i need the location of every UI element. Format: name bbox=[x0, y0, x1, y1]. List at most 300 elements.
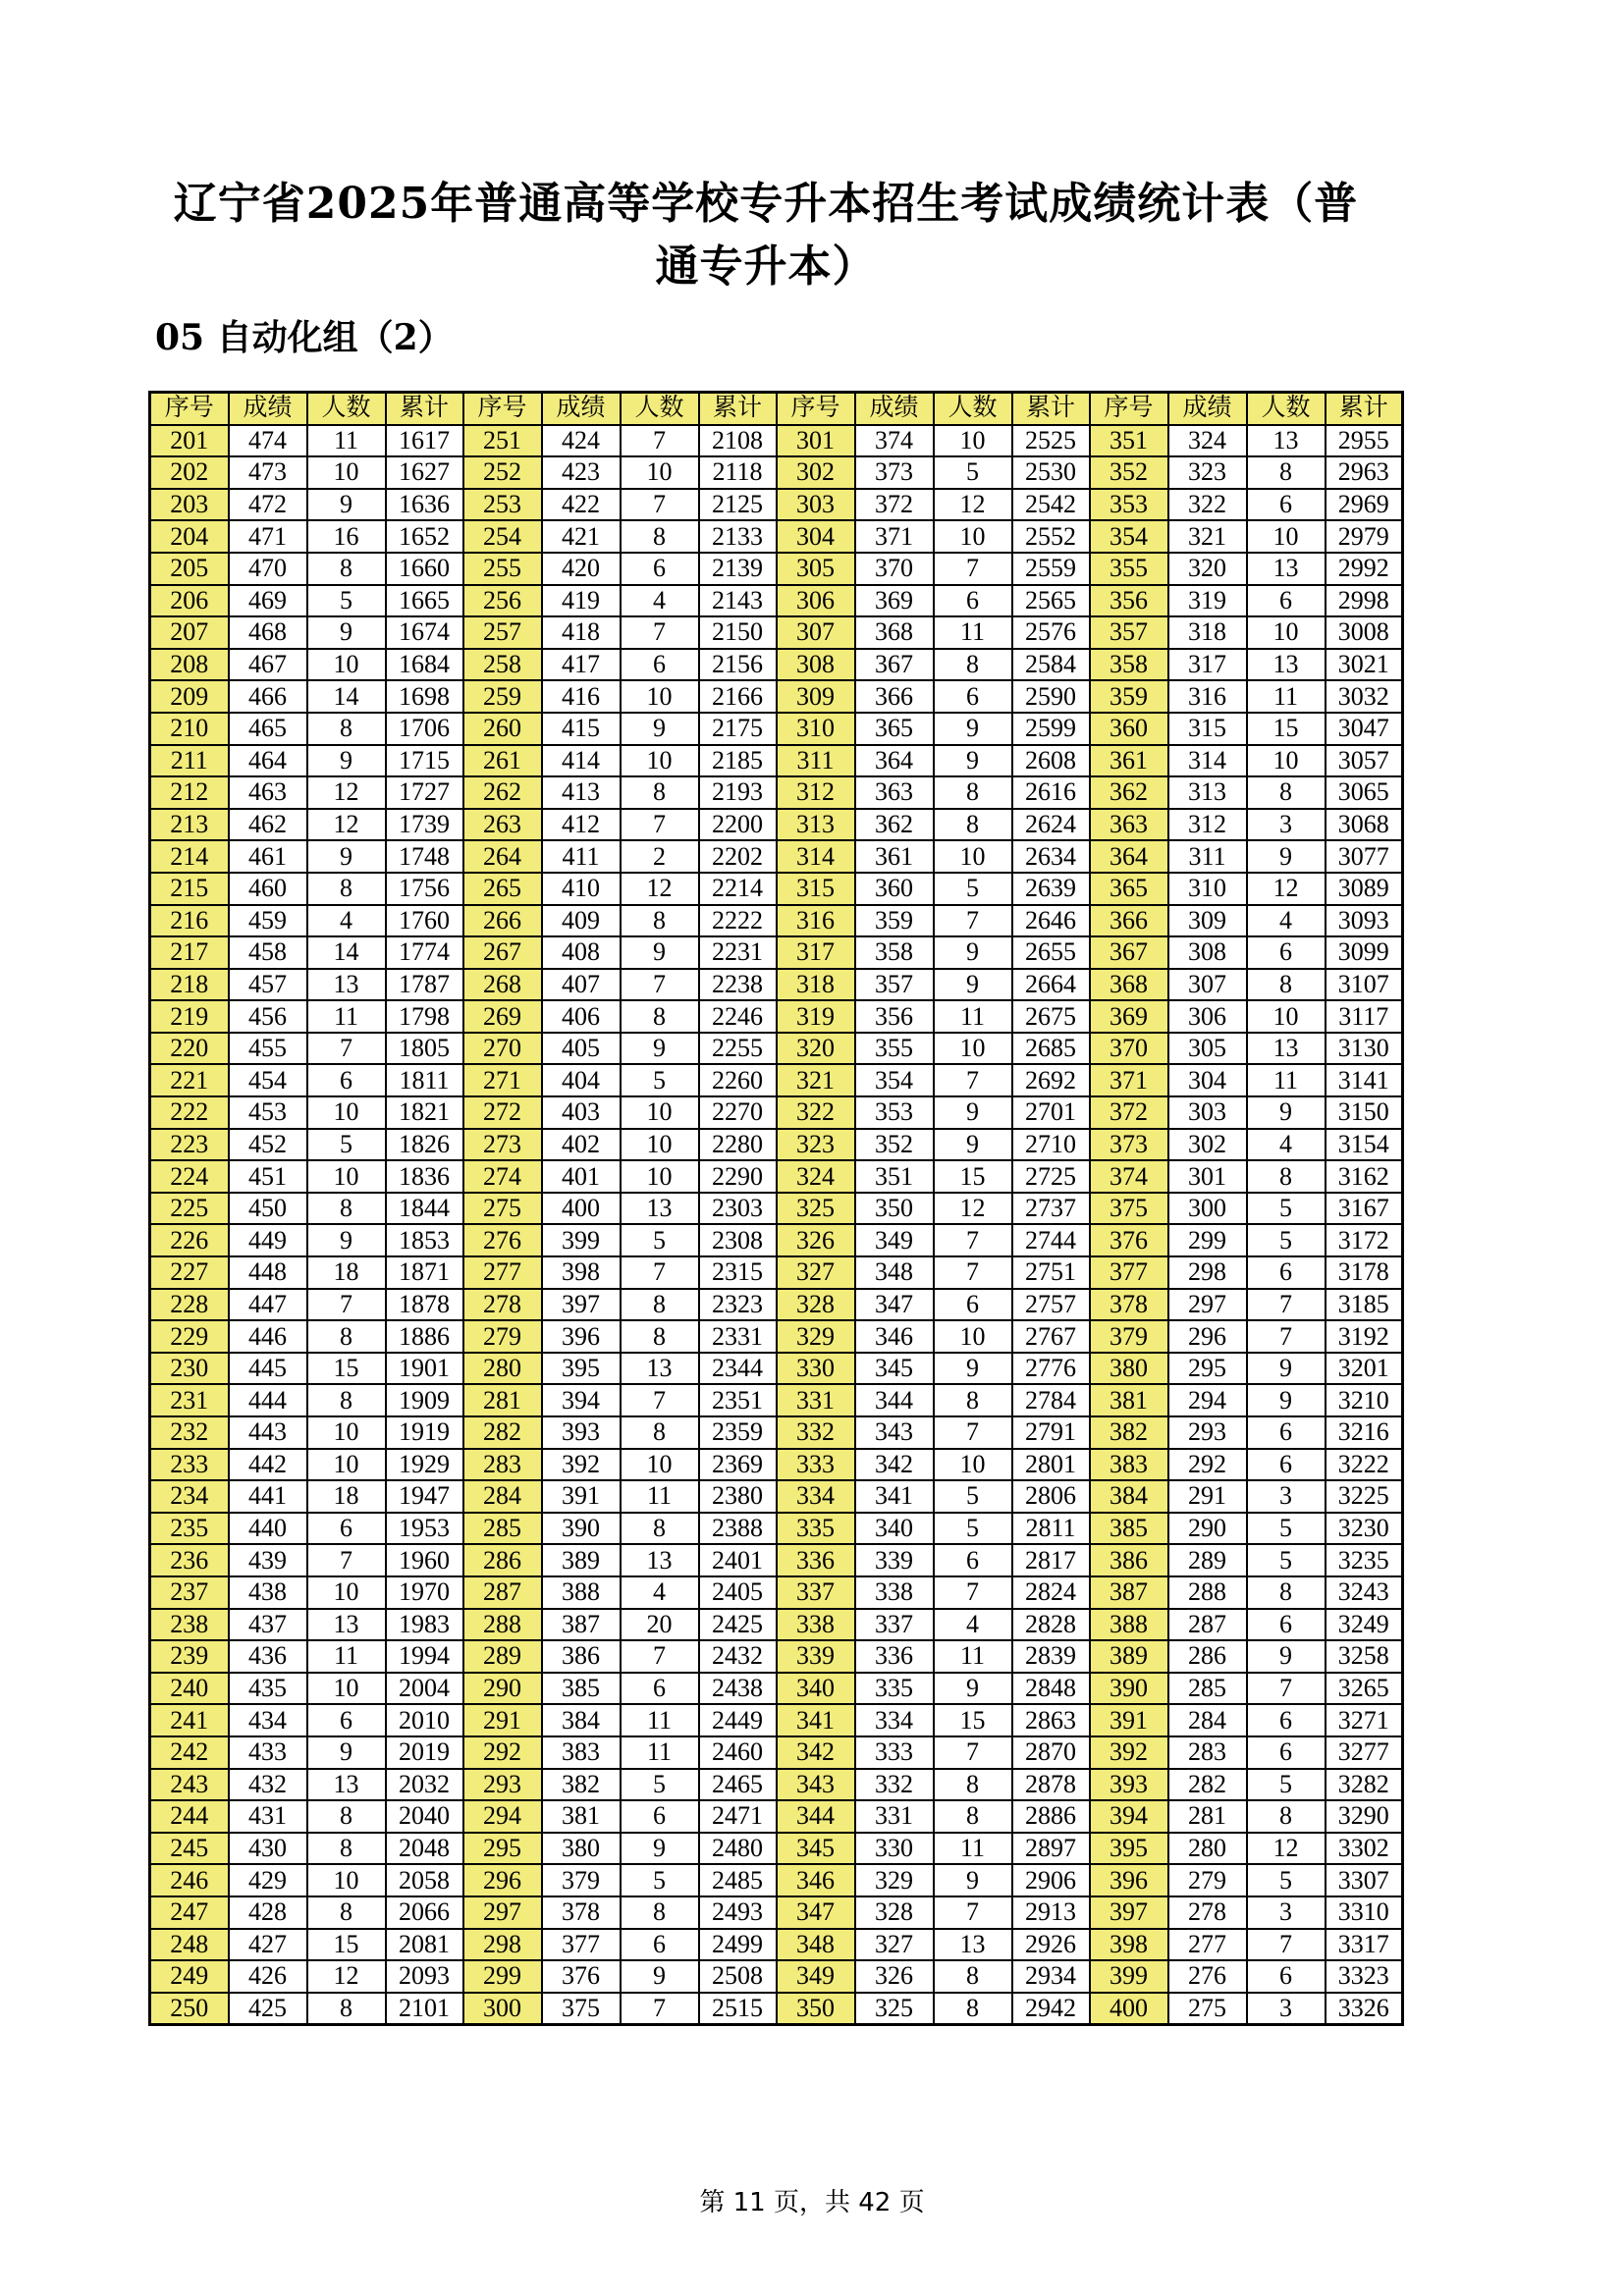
seq-cell: 215 bbox=[150, 873, 229, 905]
seq-cell: 236 bbox=[150, 1544, 229, 1576]
score-cell: 288 bbox=[1168, 1576, 1247, 1609]
cumulative-cell: 2608 bbox=[1012, 745, 1090, 777]
seq-cell: 374 bbox=[1090, 1160, 1168, 1193]
count-cell: 8 bbox=[307, 1993, 386, 2025]
count-cell: 5 bbox=[934, 456, 1012, 489]
seq-cell: 307 bbox=[777, 616, 855, 649]
cumulative-cell: 2710 bbox=[1012, 1129, 1090, 1161]
score-cell: 349 bbox=[855, 1224, 934, 1256]
cumulative-cell: 2202 bbox=[699, 840, 777, 873]
cumulative-cell: 2125 bbox=[699, 489, 777, 521]
seq-cell: 250 bbox=[150, 1993, 229, 2025]
count-cell: 7 bbox=[307, 1544, 386, 1576]
table-row bbox=[150, 1800, 1403, 1833]
score-cell: 467 bbox=[229, 649, 307, 681]
column-header: 人数 bbox=[621, 393, 699, 425]
score-cell: 434 bbox=[229, 1704, 307, 1736]
count-cell: 12 bbox=[307, 776, 386, 809]
count-cell: 14 bbox=[307, 680, 386, 713]
table-row bbox=[150, 1544, 1403, 1576]
count-cell: 8 bbox=[621, 1289, 699, 1321]
score-cell: 462 bbox=[229, 809, 307, 841]
count-cell: 11 bbox=[307, 1000, 386, 1033]
count-cell: 7 bbox=[1247, 1289, 1326, 1321]
count-cell: 6 bbox=[934, 1289, 1012, 1321]
score-cell: 310 bbox=[1168, 873, 1247, 905]
count-cell: 11 bbox=[1247, 1064, 1326, 1096]
score-cell: 441 bbox=[229, 1480, 307, 1513]
score-cell: 386 bbox=[542, 1640, 621, 1673]
count-cell: 16 bbox=[307, 520, 386, 553]
seq-cell: 297 bbox=[463, 1896, 542, 1929]
count-cell: 12 bbox=[934, 1193, 1012, 1225]
seq-cell: 234 bbox=[150, 1480, 229, 1513]
cumulative-cell: 3243 bbox=[1326, 1576, 1403, 1609]
count-cell: 6 bbox=[307, 1704, 386, 1736]
seq-cell: 270 bbox=[463, 1033, 542, 1065]
cumulative-cell: 2599 bbox=[1012, 713, 1090, 745]
seq-cell: 256 bbox=[463, 585, 542, 617]
count-cell: 10 bbox=[1247, 745, 1326, 777]
cumulative-cell: 2465 bbox=[699, 1769, 777, 1801]
seq-cell: 363 bbox=[1090, 809, 1168, 841]
table-row bbox=[150, 1673, 1403, 1705]
seq-cell: 376 bbox=[1090, 1224, 1168, 1256]
seq-cell: 329 bbox=[777, 1320, 855, 1353]
score-cell: 279 bbox=[1168, 1864, 1247, 1896]
seq-cell: 319 bbox=[777, 1000, 855, 1033]
score-cell: 325 bbox=[855, 1993, 934, 2025]
count-cell: 11 bbox=[621, 1736, 699, 1769]
score-cell: 300 bbox=[1168, 1193, 1247, 1225]
score-cell: 363 bbox=[855, 776, 934, 809]
count-cell: 7 bbox=[621, 969, 699, 1001]
cumulative-cell: 2664 bbox=[1012, 969, 1090, 1001]
score-cell: 289 bbox=[1168, 1544, 1247, 1576]
score-cell: 377 bbox=[542, 1929, 621, 1961]
seq-cell: 391 bbox=[1090, 1704, 1168, 1736]
seq-cell: 245 bbox=[150, 1833, 229, 1865]
seq-cell: 201 bbox=[150, 425, 229, 457]
score-cell: 281 bbox=[1168, 1800, 1247, 1833]
score-cell: 317 bbox=[1168, 649, 1247, 681]
count-cell: 6 bbox=[934, 680, 1012, 713]
table-row bbox=[150, 1064, 1403, 1096]
cumulative-cell: 2193 bbox=[699, 776, 777, 809]
score-cell: 372 bbox=[855, 489, 934, 521]
count-cell: 8 bbox=[1247, 1800, 1326, 1833]
count-cell: 8 bbox=[621, 776, 699, 809]
cumulative-cell: 2108 bbox=[699, 425, 777, 457]
count-cell: 13 bbox=[1247, 425, 1326, 457]
table-row bbox=[150, 1320, 1403, 1353]
seq-cell: 278 bbox=[463, 1289, 542, 1321]
score-cell: 318 bbox=[1168, 616, 1247, 649]
score-cell: 457 bbox=[229, 969, 307, 1001]
count-cell: 7 bbox=[934, 1896, 1012, 1929]
cumulative-cell: 2425 bbox=[699, 1609, 777, 1641]
score-cell: 312 bbox=[1168, 809, 1247, 841]
count-cell: 7 bbox=[1247, 1320, 1326, 1353]
count-cell: 4 bbox=[1247, 905, 1326, 937]
seq-cell: 385 bbox=[1090, 1513, 1168, 1545]
cumulative-cell: 3271 bbox=[1326, 1704, 1403, 1736]
count-cell: 7 bbox=[1247, 1929, 1326, 1961]
score-cell: 423 bbox=[542, 456, 621, 489]
seq-cell: 392 bbox=[1090, 1736, 1168, 1769]
score-cell: 445 bbox=[229, 1353, 307, 1385]
seq-cell: 386 bbox=[1090, 1544, 1168, 1576]
column-header: 序号 bbox=[777, 393, 855, 425]
seq-cell: 393 bbox=[1090, 1769, 1168, 1801]
score-cell: 393 bbox=[542, 1416, 621, 1449]
score-cell: 414 bbox=[542, 745, 621, 777]
cumulative-cell: 3068 bbox=[1326, 809, 1403, 841]
cumulative-cell: 3107 bbox=[1326, 969, 1403, 1001]
count-cell: 9 bbox=[934, 969, 1012, 1001]
count-cell: 6 bbox=[307, 1513, 386, 1545]
cumulative-cell: 1960 bbox=[386, 1544, 463, 1576]
seq-cell: 351 bbox=[1090, 425, 1168, 457]
seq-cell: 283 bbox=[463, 1449, 542, 1481]
score-cell: 394 bbox=[542, 1384, 621, 1416]
cumulative-cell: 1698 bbox=[386, 680, 463, 713]
seq-cell: 341 bbox=[777, 1704, 855, 1736]
score-cell: 456 bbox=[229, 1000, 307, 1033]
score-cell: 326 bbox=[855, 1960, 934, 1993]
cumulative-cell: 3210 bbox=[1326, 1384, 1403, 1416]
score-cell: 293 bbox=[1168, 1416, 1247, 1449]
seq-cell: 321 bbox=[777, 1064, 855, 1096]
score-cell: 380 bbox=[542, 1833, 621, 1865]
count-cell: 8 bbox=[621, 1896, 699, 1929]
count-cell: 10 bbox=[307, 1449, 386, 1481]
seq-cell: 288 bbox=[463, 1609, 542, 1641]
count-cell: 9 bbox=[934, 936, 1012, 969]
score-cell: 391 bbox=[542, 1480, 621, 1513]
cumulative-cell: 1787 bbox=[386, 969, 463, 1001]
seq-cell: 304 bbox=[777, 520, 855, 553]
seq-cell: 260 bbox=[463, 713, 542, 745]
seq-cell: 266 bbox=[463, 905, 542, 937]
score-cell: 358 bbox=[855, 936, 934, 969]
table-row bbox=[150, 553, 1403, 585]
score-cell: 303 bbox=[1168, 1096, 1247, 1129]
score-cell: 446 bbox=[229, 1320, 307, 1353]
cumulative-cell: 2280 bbox=[699, 1129, 777, 1161]
seq-cell: 272 bbox=[463, 1096, 542, 1129]
count-cell: 5 bbox=[307, 585, 386, 617]
cumulative-cell: 2166 bbox=[699, 680, 777, 713]
score-cell: 275 bbox=[1168, 1993, 1247, 2025]
cumulative-cell: 3185 bbox=[1326, 1289, 1403, 1321]
score-cell: 284 bbox=[1168, 1704, 1247, 1736]
table-row bbox=[150, 905, 1403, 937]
score-cell: 340 bbox=[855, 1513, 934, 1545]
count-cell: 11 bbox=[934, 616, 1012, 649]
seq-cell: 257 bbox=[463, 616, 542, 649]
score-cell: 412 bbox=[542, 809, 621, 841]
score-cell: 403 bbox=[542, 1096, 621, 1129]
cumulative-cell: 1994 bbox=[386, 1640, 463, 1673]
count-cell: 10 bbox=[1247, 616, 1326, 649]
count-cell: 6 bbox=[934, 585, 1012, 617]
cumulative-cell: 2004 bbox=[386, 1673, 463, 1705]
cumulative-cell: 1774 bbox=[386, 936, 463, 969]
cumulative-cell: 3047 bbox=[1326, 713, 1403, 745]
seq-cell: 280 bbox=[463, 1353, 542, 1385]
seq-cell: 242 bbox=[150, 1736, 229, 1769]
seq-cell: 284 bbox=[463, 1480, 542, 1513]
table-row bbox=[150, 456, 1403, 489]
count-cell: 12 bbox=[307, 1960, 386, 1993]
score-cell: 361 bbox=[855, 840, 934, 873]
score-cell: 314 bbox=[1168, 745, 1247, 777]
cumulative-cell: 2260 bbox=[699, 1064, 777, 1096]
score-cell: 469 bbox=[229, 585, 307, 617]
count-cell: 6 bbox=[1247, 1960, 1326, 1993]
seq-cell: 344 bbox=[777, 1800, 855, 1833]
cumulative-cell: 2270 bbox=[699, 1096, 777, 1129]
count-cell: 5 bbox=[621, 1864, 699, 1896]
seq-cell: 381 bbox=[1090, 1384, 1168, 1416]
seq-cell: 220 bbox=[150, 1033, 229, 1065]
seq-cell: 384 bbox=[1090, 1480, 1168, 1513]
cumulative-cell: 3201 bbox=[1326, 1353, 1403, 1385]
score-cell: 296 bbox=[1168, 1320, 1247, 1353]
seq-cell: 258 bbox=[463, 649, 542, 681]
cumulative-cell: 2559 bbox=[1012, 553, 1090, 585]
count-cell: 9 bbox=[934, 745, 1012, 777]
count-cell: 6 bbox=[621, 553, 699, 585]
cumulative-cell: 3057 bbox=[1326, 745, 1403, 777]
seq-cell: 337 bbox=[777, 1576, 855, 1609]
score-cell: 308 bbox=[1168, 936, 1247, 969]
count-cell: 9 bbox=[307, 745, 386, 777]
seq-cell: 210 bbox=[150, 713, 229, 745]
count-cell: 7 bbox=[621, 1993, 699, 2025]
column-header: 成绩 bbox=[229, 393, 307, 425]
count-cell: 13 bbox=[621, 1353, 699, 1385]
count-cell: 14 bbox=[307, 936, 386, 969]
cumulative-cell: 2143 bbox=[699, 585, 777, 617]
seq-cell: 249 bbox=[150, 1960, 229, 1993]
seq-cell: 243 bbox=[150, 1769, 229, 1801]
cumulative-cell: 2139 bbox=[699, 553, 777, 585]
seq-cell: 238 bbox=[150, 1609, 229, 1641]
table-row bbox=[150, 1353, 1403, 1385]
score-cell: 427 bbox=[229, 1929, 307, 1961]
count-cell: 7 bbox=[934, 1736, 1012, 1769]
count-cell: 12 bbox=[621, 873, 699, 905]
cumulative-cell: 3326 bbox=[1326, 1993, 1403, 2025]
cumulative-cell: 3302 bbox=[1326, 1833, 1403, 1865]
count-cell: 5 bbox=[1247, 1193, 1326, 1225]
cumulative-cell: 3162 bbox=[1326, 1160, 1403, 1193]
score-cell: 454 bbox=[229, 1064, 307, 1096]
table-row bbox=[150, 1704, 1403, 1736]
score-cell: 368 bbox=[855, 616, 934, 649]
count-cell: 20 bbox=[621, 1609, 699, 1641]
cumulative-cell: 2584 bbox=[1012, 649, 1090, 681]
seq-cell: 222 bbox=[150, 1096, 229, 1129]
table-row bbox=[150, 1513, 1403, 1545]
score-cell: 471 bbox=[229, 520, 307, 553]
seq-cell: 227 bbox=[150, 1256, 229, 1289]
column-header: 成绩 bbox=[542, 393, 621, 425]
table-row bbox=[150, 585, 1403, 617]
count-cell: 6 bbox=[1247, 489, 1326, 521]
seq-cell: 224 bbox=[150, 1160, 229, 1193]
seq-cell: 223 bbox=[150, 1129, 229, 1161]
score-cell: 466 bbox=[229, 680, 307, 713]
seq-cell: 309 bbox=[777, 680, 855, 713]
score-cell: 474 bbox=[229, 425, 307, 457]
cumulative-cell: 2156 bbox=[699, 649, 777, 681]
score-cell: 440 bbox=[229, 1513, 307, 1545]
seq-cell: 207 bbox=[150, 616, 229, 649]
count-cell: 9 bbox=[1247, 1384, 1326, 1416]
score-cell: 290 bbox=[1168, 1513, 1247, 1545]
table-row bbox=[150, 873, 1403, 905]
score-cell: 285 bbox=[1168, 1673, 1247, 1705]
count-cell: 6 bbox=[621, 1800, 699, 1833]
score-cell: 313 bbox=[1168, 776, 1247, 809]
cumulative-cell: 2255 bbox=[699, 1033, 777, 1065]
cumulative-cell: 2019 bbox=[386, 1736, 463, 1769]
seq-cell: 253 bbox=[463, 489, 542, 521]
cumulative-cell: 2624 bbox=[1012, 809, 1090, 841]
score-cell: 362 bbox=[855, 809, 934, 841]
score-cell: 333 bbox=[855, 1736, 934, 1769]
score-cell: 443 bbox=[229, 1416, 307, 1449]
cumulative-cell: 2824 bbox=[1012, 1576, 1090, 1609]
cumulative-cell: 1878 bbox=[386, 1289, 463, 1321]
cumulative-cell: 2801 bbox=[1012, 1449, 1090, 1481]
score-cell: 292 bbox=[1168, 1449, 1247, 1481]
cumulative-cell: 3230 bbox=[1326, 1513, 1403, 1545]
count-cell: 5 bbox=[307, 1129, 386, 1161]
cumulative-cell: 1756 bbox=[386, 873, 463, 905]
seq-cell: 383 bbox=[1090, 1449, 1168, 1481]
count-cell: 13 bbox=[307, 969, 386, 1001]
cumulative-cell: 2646 bbox=[1012, 905, 1090, 937]
count-cell: 10 bbox=[307, 1160, 386, 1193]
seq-cell: 212 bbox=[150, 776, 229, 809]
cumulative-cell: 1929 bbox=[386, 1449, 463, 1481]
cumulative-cell: 2552 bbox=[1012, 520, 1090, 553]
cumulative-cell: 2634 bbox=[1012, 840, 1090, 873]
count-cell: 7 bbox=[1247, 1673, 1326, 1705]
count-cell: 18 bbox=[307, 1256, 386, 1289]
seq-cell: 356 bbox=[1090, 585, 1168, 617]
seq-cell: 255 bbox=[463, 553, 542, 585]
cumulative-cell: 1727 bbox=[386, 776, 463, 809]
table-row bbox=[150, 936, 1403, 969]
count-cell: 10 bbox=[621, 1129, 699, 1161]
score-cell: 468 bbox=[229, 616, 307, 649]
score-cell: 428 bbox=[229, 1896, 307, 1929]
seq-cell: 389 bbox=[1090, 1640, 1168, 1673]
seq-cell: 251 bbox=[463, 425, 542, 457]
count-cell: 15 bbox=[934, 1160, 1012, 1193]
score-cell: 365 bbox=[855, 713, 934, 745]
seq-cell: 365 bbox=[1090, 873, 1168, 905]
count-cell: 15 bbox=[307, 1353, 386, 1385]
seq-cell: 203 bbox=[150, 489, 229, 521]
seq-cell: 261 bbox=[463, 745, 542, 777]
cumulative-cell: 2784 bbox=[1012, 1384, 1090, 1416]
seq-cell: 211 bbox=[150, 745, 229, 777]
cumulative-cell: 2238 bbox=[699, 969, 777, 1001]
score-cell: 379 bbox=[542, 1864, 621, 1896]
cumulative-cell: 2701 bbox=[1012, 1096, 1090, 1129]
cumulative-cell: 2010 bbox=[386, 1704, 463, 1736]
count-cell: 8 bbox=[621, 1000, 699, 1033]
seq-cell: 400 bbox=[1090, 1993, 1168, 2025]
seq-cell: 267 bbox=[463, 936, 542, 969]
seq-cell: 239 bbox=[150, 1640, 229, 1673]
seq-cell: 310 bbox=[777, 713, 855, 745]
count-cell: 7 bbox=[934, 1416, 1012, 1449]
cumulative-cell: 1652 bbox=[386, 520, 463, 553]
count-cell: 5 bbox=[934, 1513, 1012, 1545]
score-cell: 297 bbox=[1168, 1289, 1247, 1321]
seq-cell: 352 bbox=[1090, 456, 1168, 489]
seq-cell: 231 bbox=[150, 1384, 229, 1416]
table-row bbox=[150, 680, 1403, 713]
cumulative-cell: 2744 bbox=[1012, 1224, 1090, 1256]
cumulative-cell: 2471 bbox=[699, 1800, 777, 1833]
count-cell: 4 bbox=[934, 1609, 1012, 1641]
count-cell: 12 bbox=[1247, 1833, 1326, 1865]
cumulative-cell: 2776 bbox=[1012, 1353, 1090, 1385]
seq-cell: 338 bbox=[777, 1609, 855, 1641]
seq-cell: 323 bbox=[777, 1129, 855, 1161]
cumulative-cell: 2315 bbox=[699, 1256, 777, 1289]
count-cell: 10 bbox=[934, 425, 1012, 457]
score-cell: 410 bbox=[542, 873, 621, 905]
cumulative-cell: 2185 bbox=[699, 745, 777, 777]
score-cell: 426 bbox=[229, 1960, 307, 1993]
cumulative-cell: 2811 bbox=[1012, 1513, 1090, 1545]
count-cell: 8 bbox=[1247, 1160, 1326, 1193]
score-cell: 345 bbox=[855, 1353, 934, 1385]
seq-cell: 390 bbox=[1090, 1673, 1168, 1705]
seq-cell: 324 bbox=[777, 1160, 855, 1193]
score-cell: 280 bbox=[1168, 1833, 1247, 1865]
cumulative-cell: 1627 bbox=[386, 456, 463, 489]
score-cell: 409 bbox=[542, 905, 621, 937]
cumulative-cell: 1636 bbox=[386, 489, 463, 521]
score-cell: 448 bbox=[229, 1256, 307, 1289]
score-cell: 459 bbox=[229, 905, 307, 937]
cumulative-cell: 1760 bbox=[386, 905, 463, 937]
seq-cell: 368 bbox=[1090, 969, 1168, 1001]
count-cell: 6 bbox=[1247, 1256, 1326, 1289]
seq-cell: 205 bbox=[150, 553, 229, 585]
score-cell: 452 bbox=[229, 1129, 307, 1161]
count-cell: 6 bbox=[621, 649, 699, 681]
cumulative-cell: 2359 bbox=[699, 1416, 777, 1449]
score-cell: 304 bbox=[1168, 1064, 1247, 1096]
count-cell: 8 bbox=[1247, 456, 1326, 489]
seq-cell: 315 bbox=[777, 873, 855, 905]
column-header: 序号 bbox=[463, 393, 542, 425]
seq-cell: 218 bbox=[150, 969, 229, 1001]
cumulative-cell: 2438 bbox=[699, 1673, 777, 1705]
cumulative-cell: 2222 bbox=[699, 905, 777, 937]
